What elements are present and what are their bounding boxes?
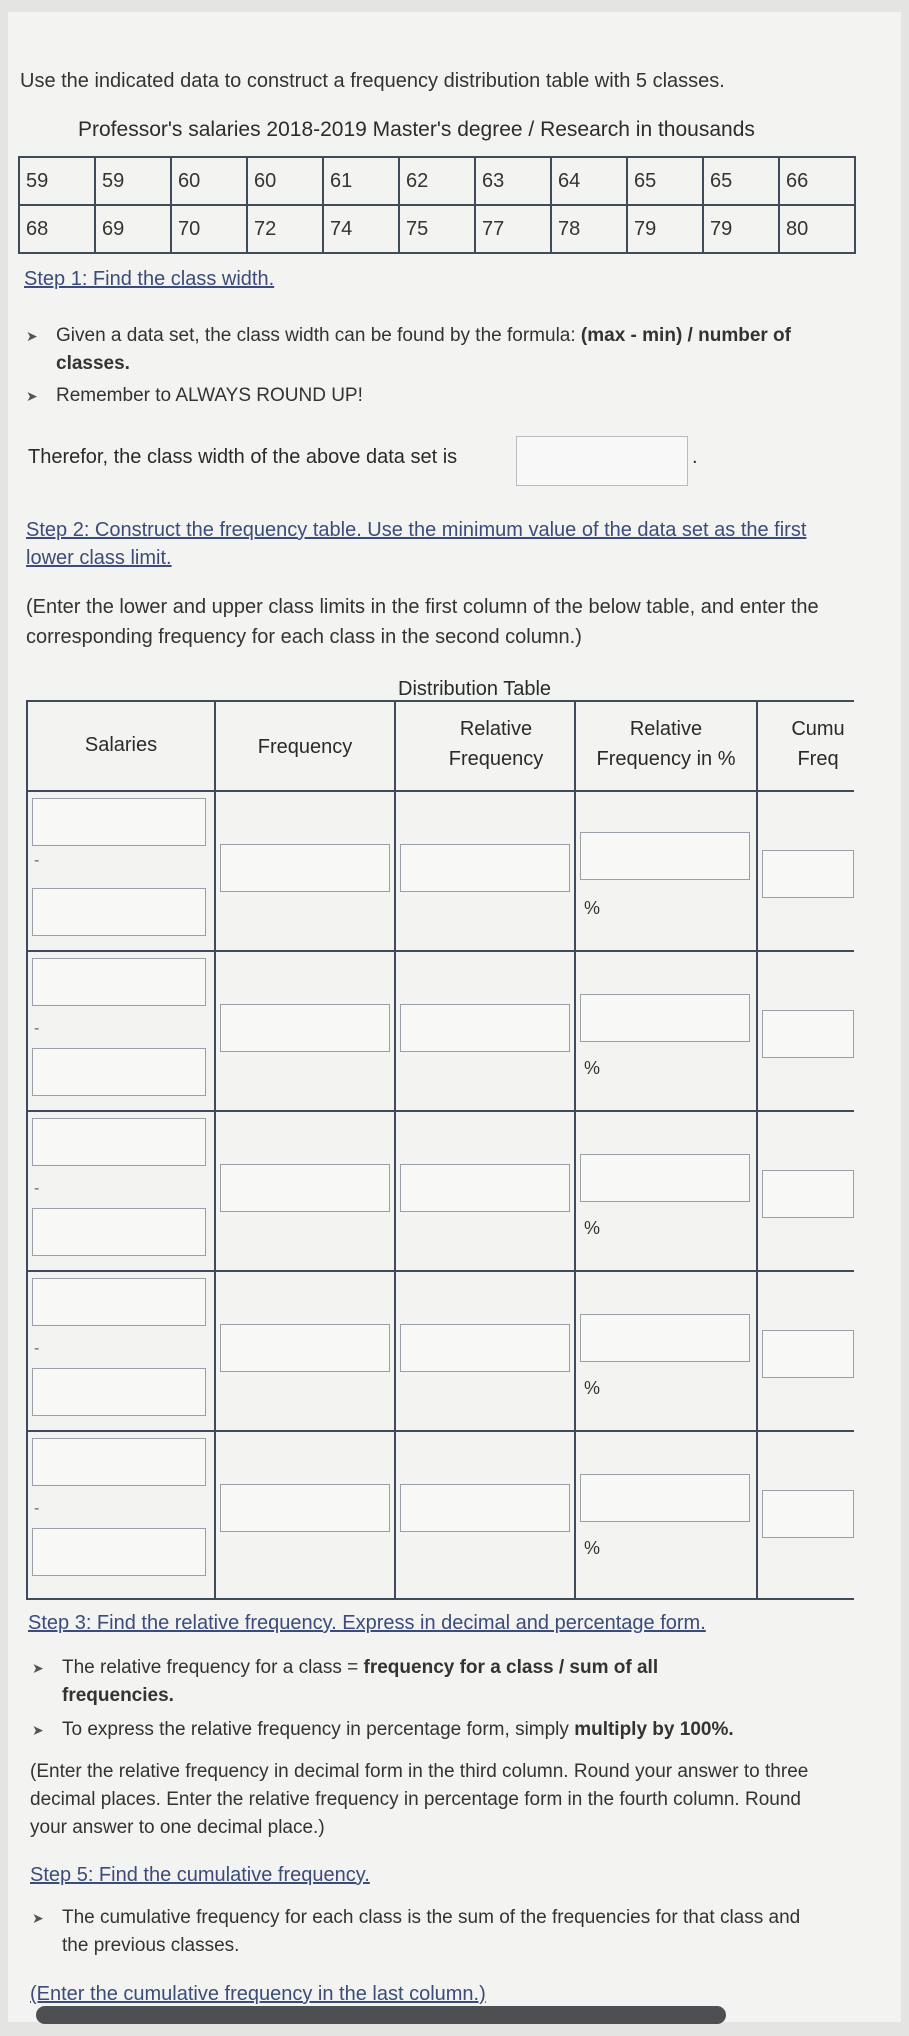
data-cell: 80 xyxy=(779,205,855,253)
frequency-input[interactable] xyxy=(220,1164,390,1212)
problem-heading: Use the indicated data to construct a frequency distribution table with 5 classes. xyxy=(20,70,725,92)
row-divider xyxy=(28,1270,854,1272)
distribution-table-title: Distribution Table xyxy=(398,678,552,700)
row-divider xyxy=(28,1430,854,1432)
step1-bullet-formula xyxy=(26,322,836,378)
dataset-row xyxy=(19,157,855,205)
bullet-icon: ➤ xyxy=(26,328,38,344)
relative-frequency-input[interactable] xyxy=(400,1164,570,1212)
class-upper-limit-input[interactable] xyxy=(32,1048,206,1096)
data-cell: 68 xyxy=(19,205,95,253)
cumulative-frequency-input[interactable] xyxy=(762,850,854,898)
dataset-title: Professor's salaries 2018-2019 Master's degree / Research in thousands xyxy=(78,118,755,141)
cumulative-frequency-input[interactable] xyxy=(762,1330,854,1378)
class-range-dash: - xyxy=(34,1500,40,1517)
header-salaries: Salaries xyxy=(84,734,158,756)
step5-instruction: (Enter the cumulative frequency in the last column.) xyxy=(30,1983,486,2005)
data-cell: 65 xyxy=(703,157,779,205)
frequency-input[interactable] xyxy=(220,1004,390,1052)
class-upper-limit-input[interactable] xyxy=(32,1528,206,1576)
relative-frequency-pct-input[interactable] xyxy=(580,1154,750,1202)
relative-frequency-input[interactable] xyxy=(400,1004,570,1052)
step1-bullet1-formula: (max - min) / number of classes. xyxy=(56,325,791,374)
data-cell: 69 xyxy=(95,205,171,253)
data-cell: 59 xyxy=(19,157,95,205)
step3-title: Step 3: Find the relative frequency. Express in decimal and percentage form. xyxy=(28,1612,706,1634)
row-divider xyxy=(28,1110,854,1112)
class-lower-limit-input[interactable] xyxy=(32,1278,206,1326)
row-divider xyxy=(28,950,854,952)
row-divider xyxy=(28,790,854,792)
step2-instruction: (Enter the lower and upper class limits in the first column of the below table, and enter the corresponding frequency for each class in the second column.) xyxy=(26,596,819,648)
relative-frequency-input[interactable] xyxy=(400,844,570,892)
step3-bullet2-lead: To express the relative frequency in percentage form, simply xyxy=(62,1719,575,1740)
relative-frequency-input[interactable] xyxy=(400,1324,570,1372)
relative-frequency-pct-input[interactable] xyxy=(580,1474,750,1522)
bullet-icon: ➤ xyxy=(32,1910,44,1926)
step1-bullet-round xyxy=(26,382,836,410)
class-lower-limit-input[interactable] xyxy=(32,1438,206,1486)
horizontal-scrollbar[interactable] xyxy=(36,2006,726,2024)
data-cell: 60 xyxy=(171,157,247,205)
frequency-input[interactable] xyxy=(220,1484,390,1532)
cumulative-frequency-input[interactable] xyxy=(762,1490,854,1538)
class-width-prompt: Therefor, the class width of the above data set is xyxy=(28,446,458,468)
relative-frequency-pct-input[interactable] xyxy=(580,994,750,1042)
percent-sign: % xyxy=(584,898,601,918)
class-upper-limit-input[interactable] xyxy=(32,888,206,936)
data-cell: 78 xyxy=(551,205,627,253)
data-cell: 61 xyxy=(323,157,399,205)
step1-title: Step 1: Find the class width. xyxy=(24,268,275,290)
data-cell: 63 xyxy=(475,157,551,205)
step3-bullet-percent xyxy=(32,1716,842,1744)
data-cell: 79 xyxy=(627,205,703,253)
frequency-input[interactable] xyxy=(220,844,390,892)
data-cell: 62 xyxy=(399,157,475,205)
step5-bullet xyxy=(32,1904,822,1960)
frequency-input[interactable] xyxy=(220,1324,390,1372)
column-divider xyxy=(756,702,758,1598)
class-range-dash: - xyxy=(34,1180,40,1197)
header-relative-frequency-pct: Relative Frequency in % xyxy=(596,718,736,770)
data-cell: 79 xyxy=(703,205,779,253)
step5-title: Step 5: Find the cumulative frequency. xyxy=(30,1864,370,1886)
bullet-icon: ➤ xyxy=(32,1660,44,1676)
class-lower-limit-input[interactable] xyxy=(32,1118,206,1166)
step3-bullet1-lead: The relative frequency for a class = xyxy=(62,1657,364,1678)
step3-bullet1-formula: frequency for a class / sum of all frequencies. xyxy=(62,1657,659,1706)
relative-frequency-input[interactable] xyxy=(400,1484,570,1532)
bullet-icon: ➤ xyxy=(26,388,38,404)
data-cell: 75 xyxy=(399,205,475,253)
class-range-dash: - xyxy=(34,852,40,869)
class-range-dash: - xyxy=(34,1020,40,1037)
data-cell: 74 xyxy=(323,205,399,253)
step3-instruction: (Enter the relative frequency in decimal form in the third column. Round your answer to three decimal places. Enter the relative frequency in percentage form in the fourth column. Round your answer to one decimal place.) xyxy=(30,1761,809,1838)
class-width-input[interactable] xyxy=(516,436,688,486)
step1-bullet1-lead: Given a data set, the class width can be found by the formula: xyxy=(56,325,581,346)
percent-sign: % xyxy=(584,1218,601,1238)
step2-title: Step 2: Construct the frequency table. Use the minimum value of the data set as the first lower class limit. xyxy=(26,519,807,569)
percent-sign: % xyxy=(584,1538,601,1558)
dataset-table xyxy=(18,156,856,254)
class-upper-limit-input[interactable] xyxy=(32,1368,206,1416)
data-cell: 65 xyxy=(627,157,703,205)
bullet-icon: ➤ xyxy=(32,1722,44,1738)
step5-bullet-text: The cumulative frequency for each class is the sum of the frequencies for that class and the previous classes. xyxy=(62,1907,801,1956)
step1-bullet2-text: Remember to ALWAYS ROUND UP! xyxy=(56,385,363,406)
data-cell: 70 xyxy=(171,205,247,253)
cumulative-frequency-input[interactable] xyxy=(762,1170,854,1218)
relative-frequency-pct-input[interactable] xyxy=(580,1314,750,1362)
data-cell: 66 xyxy=(779,157,855,205)
class-upper-limit-input[interactable] xyxy=(32,1208,206,1256)
data-cell: 64 xyxy=(551,157,627,205)
step3-bullet2-formula: multiply by 100%. xyxy=(574,1719,734,1740)
percent-sign: % xyxy=(584,1378,601,1398)
class-range-dash: - xyxy=(34,1340,40,1357)
column-divider xyxy=(214,702,216,1598)
data-cell: 77 xyxy=(475,205,551,253)
data-cell: 72 xyxy=(247,205,323,253)
header-relative-frequency: Relative Frequency xyxy=(448,718,544,770)
step3-bullet-formula xyxy=(32,1654,762,1710)
cumulative-frequency-input[interactable] xyxy=(762,1010,854,1058)
data-cell: 59 xyxy=(95,157,171,205)
distribution-table xyxy=(26,700,854,1600)
column-divider xyxy=(574,702,576,1598)
dataset-row xyxy=(19,205,855,253)
percent-sign: % xyxy=(584,1058,601,1078)
header-frequency: Frequency xyxy=(257,736,353,758)
relative-frequency-pct-input[interactable] xyxy=(580,832,750,880)
class-lower-limit-input[interactable] xyxy=(32,958,206,1006)
header-cumulative-frequency: Cumu Freq xyxy=(791,718,845,770)
class-lower-limit-input[interactable] xyxy=(32,798,206,846)
column-divider xyxy=(394,702,396,1598)
class-width-period: . xyxy=(692,446,698,468)
data-cell: 60 xyxy=(247,157,323,205)
